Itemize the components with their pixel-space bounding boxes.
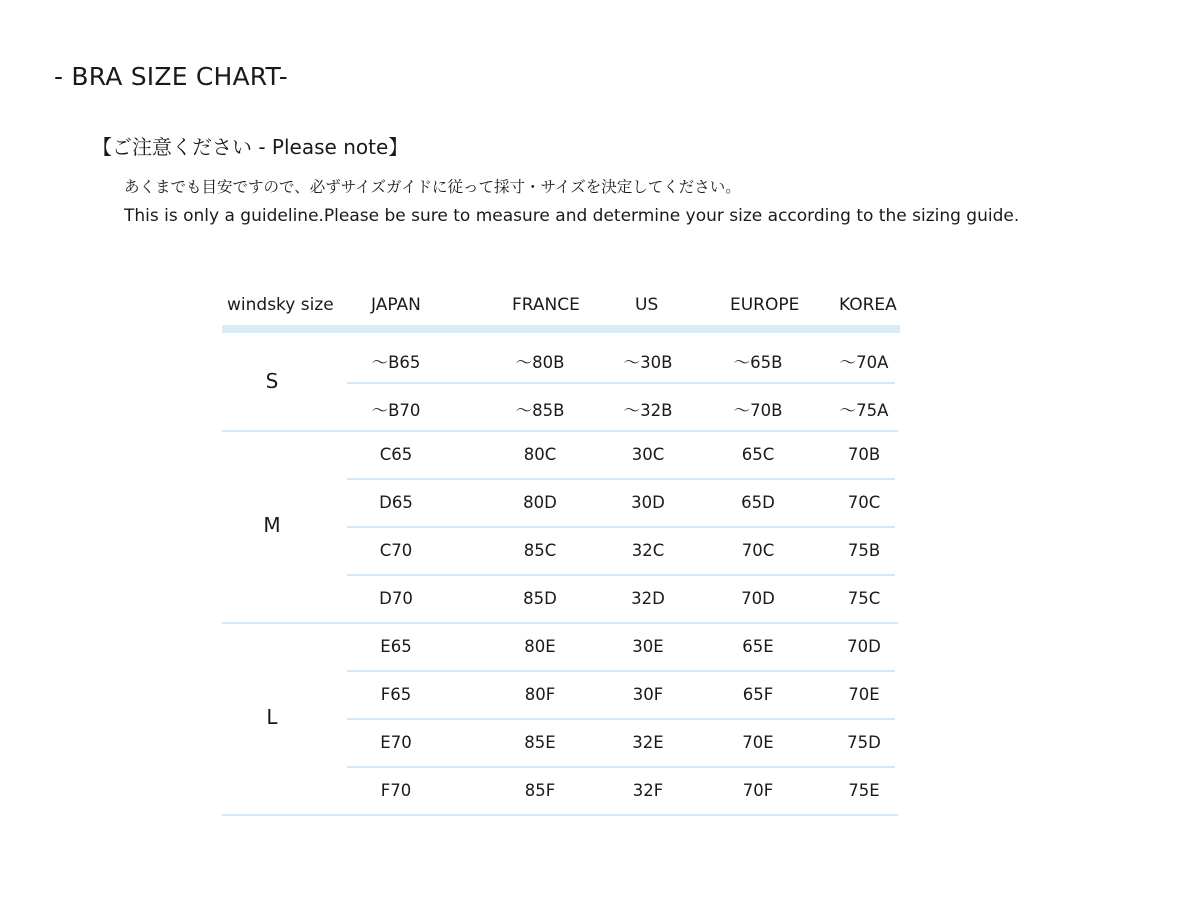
cell-france: 80E [524, 637, 556, 656]
row-divider [347, 718, 895, 720]
cell-us: 30F [632, 685, 664, 704]
cell-france: 80F [524, 685, 556, 704]
cell-japan: C70 [379, 541, 413, 560]
cell-france: 85F [524, 781, 556, 800]
cell-us: 30C [631, 445, 665, 464]
cell-europe: 65E [742, 637, 774, 656]
cell-japan: D70 [379, 589, 413, 608]
cell-korea: 75C [847, 589, 881, 608]
cell-europe: ～65B [733, 353, 783, 372]
row-divider [347, 478, 895, 480]
cell-europe: ～70B [733, 401, 783, 420]
windsky-size-label: M [263, 513, 281, 537]
cell-japan: D65 [379, 493, 413, 512]
header-underline-bar [222, 325, 900, 333]
cell-us: ～32B [623, 401, 673, 420]
cell-europe: 70E [742, 733, 774, 752]
cell-korea: 75B [847, 541, 881, 560]
cell-us: 30E [632, 637, 664, 656]
cell-europe: 65C [741, 445, 775, 464]
header-us: US [635, 295, 659, 315]
cell-us: 30D [631, 493, 665, 512]
cell-korea: 70C [847, 493, 881, 512]
note-english: This is only a guideline.Please be sure to measure and determine your size according to the sizing guide. [124, 206, 1020, 226]
cell-france: ～85B [515, 401, 565, 420]
cell-us: 32D [631, 589, 665, 608]
cell-europe: 70C [741, 541, 775, 560]
cell-japan: C65 [379, 445, 413, 464]
row-divider [347, 526, 895, 528]
group-divider [222, 622, 898, 624]
cell-france: 85E [524, 733, 556, 752]
cell-korea: 75D [847, 733, 881, 752]
group-divider [222, 430, 898, 432]
header-windsky-size: windsky size [227, 295, 334, 315]
cell-korea: 70B [847, 445, 881, 464]
note-heading: 【ご注意ください - Please note】 [92, 135, 409, 159]
cell-japan: F70 [380, 781, 412, 800]
cell-france: 80D [523, 493, 557, 512]
header-france: FRANCE [512, 295, 580, 315]
cell-europe: 70F [742, 781, 774, 800]
cell-europe: 70D [741, 589, 775, 608]
cell-europe: 65D [741, 493, 775, 512]
cell-us: 32C [631, 541, 665, 560]
header-europe: EUROPE [730, 295, 800, 315]
cell-japan: ～B70 [371, 401, 421, 420]
row-divider [347, 382, 895, 384]
cell-korea: 75E [848, 781, 880, 800]
cell-japan: ～B65 [371, 353, 421, 372]
windsky-size-label: S [265, 369, 279, 393]
cell-korea: ～75A [839, 401, 889, 420]
cell-korea: 70E [848, 685, 880, 704]
cell-japan: F65 [380, 685, 412, 704]
cell-us: 32E [632, 733, 664, 752]
row-divider [347, 574, 895, 576]
cell-us: 32F [632, 781, 664, 800]
note-japanese: あくまでも目安ですので、必ずサイズガイドに従って採寸・サイズを決定してください。 [124, 178, 741, 196]
cell-europe: 65F [742, 685, 774, 704]
size-chart-table [222, 290, 900, 820]
group-divider [222, 814, 898, 816]
cell-japan: E70 [380, 733, 412, 752]
cell-korea: ～70A [839, 353, 889, 372]
cell-korea: 70D [847, 637, 881, 656]
page-title: - BRA SIZE CHART- [54, 62, 288, 91]
row-divider [347, 766, 895, 768]
row-divider [347, 670, 895, 672]
cell-us: ～30B [623, 353, 673, 372]
cell-france: 80C [523, 445, 557, 464]
cell-france: 85C [523, 541, 557, 560]
header-japan: JAPAN [371, 295, 421, 315]
header-korea: KOREA [839, 295, 897, 315]
cell-japan: E65 [380, 637, 412, 656]
windsky-size-label: L [266, 705, 278, 729]
cell-france: ～80B [515, 353, 565, 372]
cell-france: 85D [523, 589, 557, 608]
